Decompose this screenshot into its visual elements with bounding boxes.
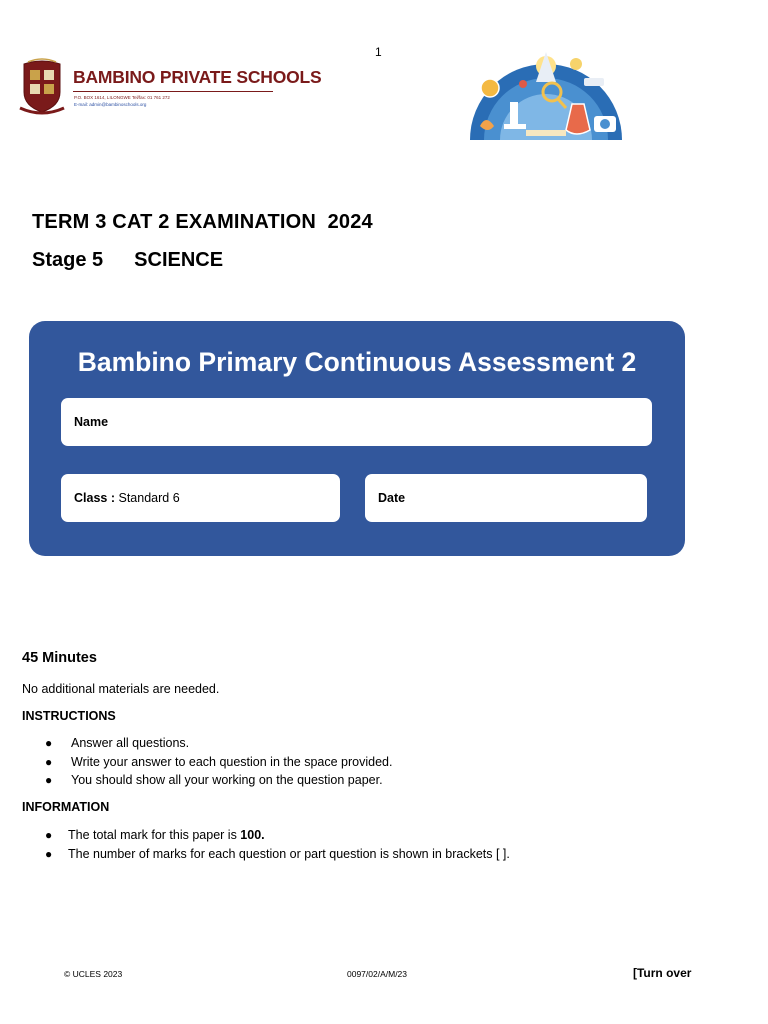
instructions-heading: INSTRUCTIONS — [22, 709, 116, 723]
bullet-icon: ● — [45, 773, 53, 787]
class-value: Standard 6 — [118, 491, 180, 505]
assessment-title: Bambino Primary Continuous Assessment 2 — [77, 347, 637, 377]
name-label: Name — [74, 415, 109, 429]
bullet-icon: ● — [45, 754, 53, 769]
total-mark-text: The total mark for this paper is — [68, 828, 241, 842]
total-mark-value: 100. — [240, 828, 265, 842]
school-email: E-mail: admin@bambinoschools.org — [74, 102, 147, 107]
date-field[interactable] — [365, 474, 647, 522]
bullet-icon: ● — [45, 736, 53, 750]
stage-subject-line — [32, 249, 223, 272]
bullet-icon: ● — [45, 828, 53, 842]
subject-label: SCIENCE — [134, 249, 224, 271]
date-label: Date — [378, 491, 406, 505]
school-address: P.O. BOX 1614, LILONGWE Tel/fax: 01 761 272 — [74, 95, 170, 100]
school-logo — [18, 56, 322, 118]
page-number: 1 — [375, 45, 382, 59]
footer-copyright: © UCLES 2023 — [64, 969, 123, 979]
bullet-icon: ● — [45, 846, 53, 861]
marks-brackets-note: The number of marks for each question or part question is shown in brackets [ ]. — [68, 846, 510, 861]
science-illustration-icon — [466, 44, 626, 142]
materials-note: No additional materials are needed. — [22, 682, 220, 696]
turn-over-label: [Turn over — [633, 966, 692, 980]
exam-duration: 45 Minutes — [22, 650, 97, 666]
information-heading: INFORMATION — [22, 800, 110, 814]
assessment-card — [29, 321, 685, 556]
exam-title: TERM 3 CAT 2 EXAMINATION 2024 — [32, 211, 373, 233]
class-field[interactable] — [61, 474, 340, 522]
school-name: BAMBINO PRIVATE SCHOOLS — [73, 67, 322, 87]
name-field[interactable] — [61, 398, 652, 446]
school-name-rule — [73, 91, 273, 92]
footer-paper-code: 0097/02/A/M/23 — [347, 969, 408, 979]
school-crest-icon — [18, 58, 66, 116]
class-label: Class : — [74, 491, 115, 505]
stage-label: Stage 5 — [32, 249, 104, 271]
